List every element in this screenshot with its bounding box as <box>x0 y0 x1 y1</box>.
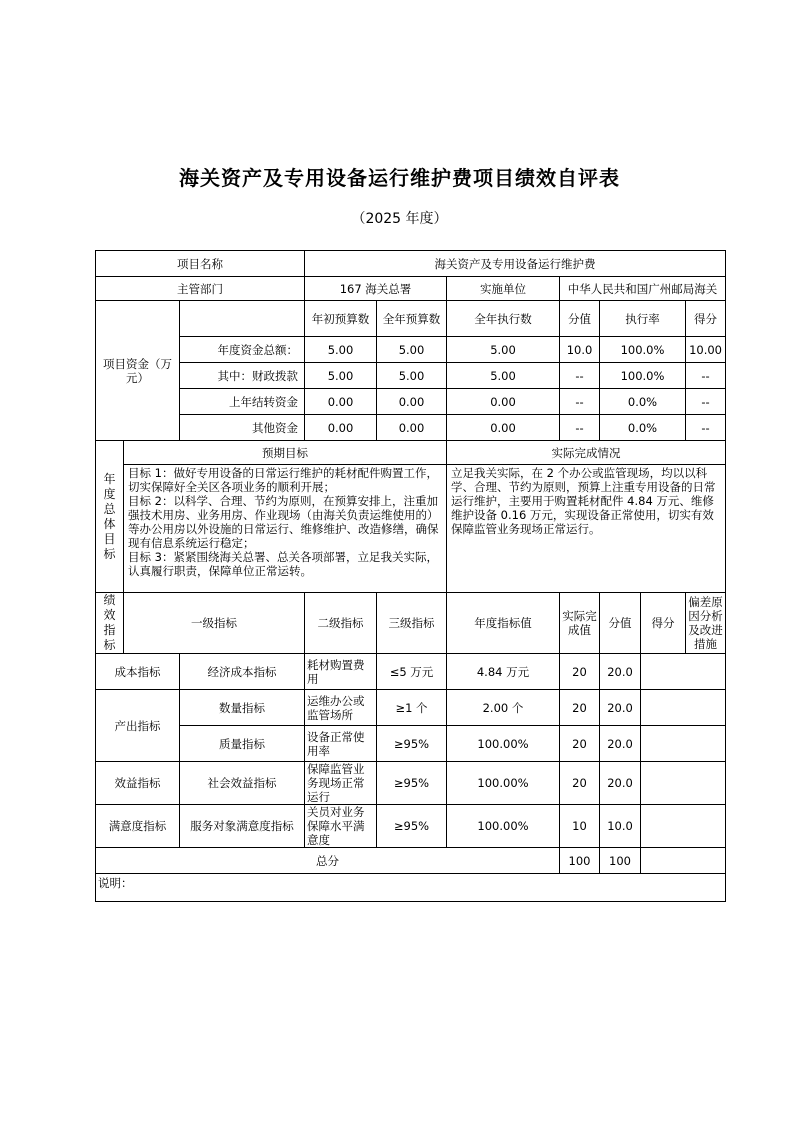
row-project-name <box>96 251 726 277</box>
indicator-row-satisfaction <box>96 805 726 848</box>
header-l3: 三级指标 <box>377 593 447 654</box>
funds-annual: 5.00 <box>377 337 447 363</box>
deviation-cell <box>641 762 726 805</box>
header-l2: 二级指标 <box>305 593 377 654</box>
page-title: 海关资产及专用设备运行维护费项目绩效自评表 <box>179 166 620 190</box>
funds-executed: 0.00 <box>447 415 560 441</box>
score-value: 20.0 <box>600 690 641 726</box>
deviation-cell <box>641 690 726 726</box>
target-value: ≤5 万元 <box>377 654 447 690</box>
funds-label: 项目资金（万元） <box>96 301 180 441</box>
funds-row-name: 其中：财政拨款 <box>180 363 305 389</box>
funds-header-blank <box>180 301 305 337</box>
indicators-label: 绩效指标 <box>96 593 124 654</box>
funds-header-initial: 年初预算数 <box>305 301 377 337</box>
l3-usage-rate: 设备正常使用率 <box>305 726 377 762</box>
goals-label: 年度总体目标 <box>96 441 124 593</box>
actual-value: 100.00% <box>447 726 560 762</box>
actual-value: 100.00% <box>447 805 560 848</box>
funds-executed: 5.00 <box>447 337 560 363</box>
funds-row-other <box>96 415 726 441</box>
unit-label: 实施单位 <box>447 277 560 301</box>
funds-row-name: 年度资金总额： <box>180 337 305 363</box>
l2-quality: 质量指标 <box>180 726 305 762</box>
deviation-cell <box>641 726 726 762</box>
weight-value: 20 <box>560 726 600 762</box>
project-name-value: 海关资产及专用设备运行维护费 <box>305 251 726 277</box>
score-value: 10.0 <box>600 805 641 848</box>
funds-weight: -- <box>560 389 600 415</box>
score-value: 20.0 <box>600 726 641 762</box>
funds-executed: 5.00 <box>447 363 560 389</box>
funds-rate: 0.0% <box>600 415 686 441</box>
funds-executed: 0.00 <box>447 389 560 415</box>
indicator-header-row <box>96 593 726 654</box>
project-name-label: 项目名称 <box>96 251 305 277</box>
total-weight: 100 <box>560 848 600 874</box>
l3-sites: 运维办公或监管场所 <box>305 690 377 726</box>
l3-consumables: 耗材购置费用 <box>305 654 377 690</box>
l2-service-satisfaction: 服务对象满意度指标 <box>180 805 305 848</box>
l2-quantity: 数量指标 <box>180 690 305 726</box>
total-row <box>96 848 726 874</box>
evaluation-table <box>95 250 726 902</box>
funds-rate: 100.0% <box>600 337 686 363</box>
l1-output: 产出指标 <box>96 690 180 762</box>
total-score: 100 <box>600 848 641 874</box>
funds-header-annual: 全年预算数 <box>377 301 447 337</box>
header-target: 年度指标值 <box>447 593 560 654</box>
l2-social-benefit: 社会效益指标 <box>180 762 305 805</box>
goal-item: 目标 2：以科学、合理、节约为原则，在预算安排上，注重加强技术用房、业务用房、作业现场（由海关负责运维使用的）等办公用房以外设施的日常运行、维修维护、改造修缮，确保现有信息系统运行稳定； <box>128 494 439 550</box>
target-value: ≥95% <box>377 762 447 805</box>
funds-score: -- <box>686 389 726 415</box>
funds-header-score: 得分 <box>686 301 726 337</box>
funds-initial: 0.00 <box>305 389 377 415</box>
actual-value: 100.00% <box>447 762 560 805</box>
funds-annual: 5.00 <box>377 363 447 389</box>
weight-value: 20 <box>560 690 600 726</box>
indicator-row-quantity <box>96 690 726 726</box>
funds-initial: 0.00 <box>305 415 377 441</box>
indicator-row-quality <box>96 726 726 762</box>
row-department <box>96 277 726 301</box>
dept-label: 主管部门 <box>96 277 305 301</box>
funds-initial: 5.00 <box>305 337 377 363</box>
goal-item: 目标 1：做好专用设备的日常运行维护的耗材配件购置工作，切实保障好全关区各项业务的顺利开展； <box>128 466 438 494</box>
goals-header-row <box>96 441 726 465</box>
funds-rate: 0.0% <box>600 389 686 415</box>
unit-value: 中华人民共和国广州邮局海关 <box>560 277 726 301</box>
l3-supervision: 保障监管业务现场正常运行 <box>305 762 377 805</box>
weight-value: 20 <box>560 762 600 805</box>
funds-score: -- <box>686 363 726 389</box>
actual-value: 2.00 个 <box>447 690 560 726</box>
funds-row-fiscal <box>96 363 726 389</box>
actual-completion-text: 立足我关实际，在 2 个办公或监管现场，均以以科学、合理、节约为原则，预算上注重专用设备的日常运行维护，主要用于购置耗材配件 4.84 万元、维修维护设备 0.16 万元，实现设备正常使用，切实有效保障监管业务现场正常运行。 <box>447 465 726 593</box>
funds-row-total <box>96 337 726 363</box>
score-value: 20.0 <box>600 654 641 690</box>
header-l1: 一级指标 <box>124 593 305 654</box>
goals-content-row <box>96 465 726 593</box>
funds-weight: -- <box>560 363 600 389</box>
target-value: ≥95% <box>377 726 447 762</box>
expected-goals-text <box>124 465 447 593</box>
funds-annual: 0.00 <box>377 415 447 441</box>
l1-satisfaction: 满意度指标 <box>96 805 180 848</box>
weight-value: 10 <box>560 805 600 848</box>
funds-row-name: 其他资金 <box>180 415 305 441</box>
target-value: ≥1 个 <box>377 690 447 726</box>
funds-annual: 0.00 <box>377 389 447 415</box>
header-actual: 实际完成值 <box>560 593 600 654</box>
year-subtitle: （2025 年度） <box>351 211 448 227</box>
funds-score: 10.00 <box>686 337 726 363</box>
expected-goals-header: 预期目标 <box>124 441 447 465</box>
funds-header-rate: 执行率 <box>600 301 686 337</box>
goal-item: 目标 3：紧紧围绕海关总署、总关各项部署，立足我关实际，认真履行职责，保障单位正常运转。 <box>128 550 438 578</box>
total-label: 总分 <box>96 848 560 874</box>
funds-weight: -- <box>560 415 600 441</box>
funds-row-carryover <box>96 389 726 415</box>
note-row <box>96 874 726 902</box>
funds-header-executed: 全年执行数 <box>447 301 560 337</box>
funds-score: -- <box>686 415 726 441</box>
dept-value: 167 海关总署 <box>305 277 447 301</box>
l1-cost: 成本指标 <box>96 654 180 690</box>
funds-header-row <box>96 301 726 337</box>
funds-header-weight: 分值 <box>560 301 600 337</box>
indicator-row-cost <box>96 654 726 690</box>
funds-weight: 10.0 <box>560 337 600 363</box>
weight-value: 20 <box>560 654 600 690</box>
funds-initial: 5.00 <box>305 363 377 389</box>
note-label: 说明： <box>96 874 726 902</box>
total-blank <box>641 848 726 874</box>
target-value: ≥95% <box>377 805 447 848</box>
actual-value: 4.84 万元 <box>447 654 560 690</box>
header-score: 得分 <box>641 593 686 654</box>
l3-staff-satisfaction: 关员对业务保障水平满意度 <box>305 805 377 848</box>
actual-completion-header: 实际完成情况 <box>447 441 726 465</box>
funds-row-name: 上年结转资金 <box>180 389 305 415</box>
score-value: 20.0 <box>600 762 641 805</box>
header-weight: 分值 <box>600 593 641 654</box>
funds-rate: 100.0% <box>600 363 686 389</box>
deviation-cell <box>641 654 726 690</box>
l1-benefit: 效益指标 <box>96 762 180 805</box>
l2-economic-cost: 经济成本指标 <box>180 654 305 690</box>
deviation-cell <box>641 805 726 848</box>
header-deviation: 偏差原因分析及改进措施 <box>686 593 726 654</box>
indicator-row-benefit <box>96 762 726 805</box>
